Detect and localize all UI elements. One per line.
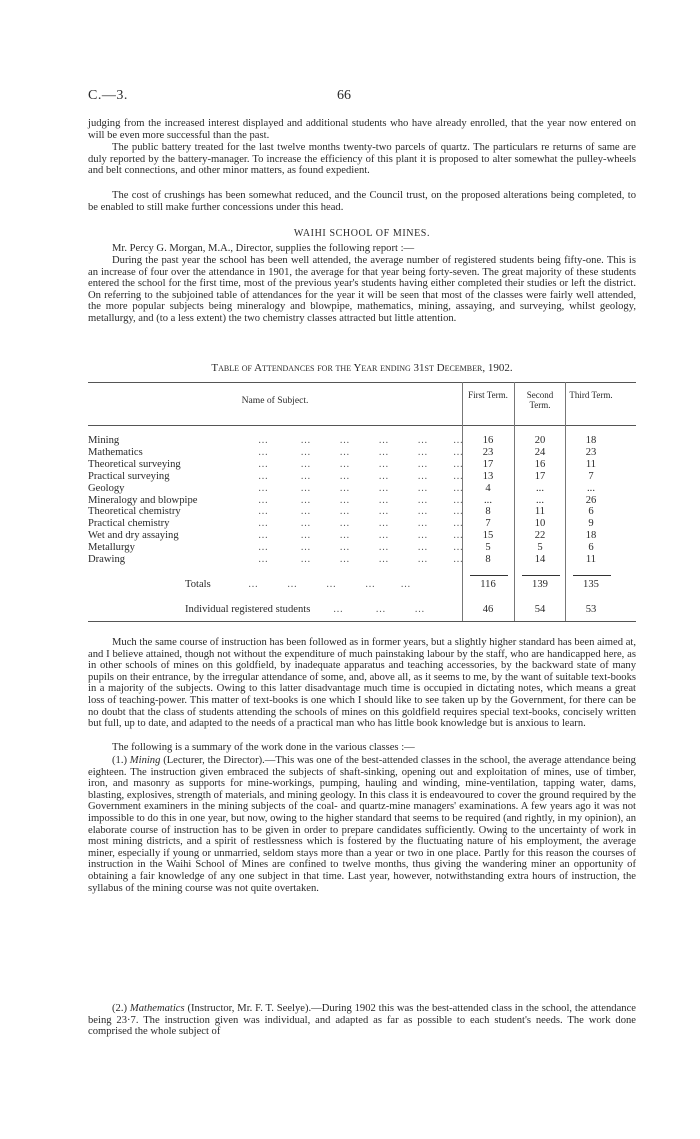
second-term-value: 5 [537, 542, 543, 554]
leader-dots: … … … … … … [258, 530, 464, 542]
mining-title: Mining [129, 755, 161, 766]
leader-dots: … … … … … … [258, 435, 464, 446]
leader-dots: … … … … … … [258, 554, 464, 565]
column-divider-2 [514, 382, 515, 621]
third-term-value: 7 [588, 470, 594, 482]
registered-label: Individual registered students [185, 604, 311, 615]
leader-dots: … … … … … … [258, 506, 464, 518]
totals-second: 139 [532, 579, 548, 590]
intro-paragraph-1: judging from the increased interest displayed and additional students who have already enrolled, that the year now entered on will be even more successful than the past. [88, 118, 636, 141]
first-term-value: 7 [485, 518, 491, 530]
header-first-term: First Term. [468, 390, 508, 400]
first-term-value: 16 [482, 435, 494, 446]
totals-rule-second [522, 575, 560, 576]
mathematics-text: (Instructor, Mr. F. T. Seelye).—During 1902 this was the best-attended class in the school, the attendance being 23·7. The instruction given was individual, and adapted as far as possible to each student's needs. The work done comprised the whole subject of [88, 1003, 636, 1038]
subject-name: Mineralogy and blowpipe [88, 494, 198, 506]
intro-paragraph-3: The cost of crushings has been somewhat reduced, and the Council trust, on the proposed alterations being completed, to be enabled to still make further concessions under this head. [88, 190, 636, 213]
leader-dots: … … … … … … [258, 482, 464, 494]
leader-dots: … … … … … [248, 579, 412, 590]
third-term-value: 9 [588, 518, 594, 530]
totals-third: 135 [583, 579, 599, 590]
mining-number: (1.) [112, 755, 128, 766]
report-intro: Mr. Percy G. Morgan, M.A., Director, supplies the following report :— [112, 243, 415, 254]
leader-dots: … … … … … … [258, 470, 464, 482]
totals-label: Totals [185, 579, 211, 590]
second-term-value: 11 [534, 506, 546, 518]
totals-rule-first [470, 575, 508, 576]
first-term-value: 17 [482, 458, 494, 470]
second-term-value: 22 [534, 530, 546, 542]
third-term-value: 11 [585, 554, 597, 565]
mathematics-paragraph [88, 1003, 636, 1038]
first-term-value: 8 [485, 506, 491, 518]
registered-first: 46 [482, 604, 494, 615]
header-subject: Name of Subject. [241, 395, 309, 406]
subject-name: Wet and dry assaying [88, 530, 179, 542]
subject-name: Practical chemistry [88, 518, 170, 530]
third-term-value: 6 [588, 506, 594, 518]
third-term-value: 26 [585, 494, 597, 506]
subject-name: Drawing [88, 554, 126, 565]
mathematics-title: Mathematics [129, 1003, 185, 1014]
subject-name: Theoretical chemistry [88, 506, 181, 518]
registered-second: 54 [534, 604, 546, 615]
section-title: WAIHI SCHOOL OF MINES. [293, 228, 431, 239]
header-second-term: Second Term. [526, 390, 554, 410]
subject-name: Geology [88, 482, 125, 494]
table-top-rule [88, 382, 636, 383]
table-caption: Table of Attendances for the Year ending 31st December, 1902. [211, 362, 513, 374]
registered-third: 53 [585, 604, 597, 615]
first-term-value: 5 [485, 542, 491, 554]
report-code: C.—3. [88, 88, 128, 103]
report-paragraph: During the past year the school has been well attended, the average number of registered students being fifty-one. This is an increase of four over the attendance in 1901, the average for that year being forty-seven. The great majority of these students entered the school for the first time, most of the previous year's students having either completed their studies or left the district. On referring to the subjoined table of attendances for the year it will be seen that most of the classes were fairly well attended, the more popular subjects being mineralogy and blowpipe, mathematics, mining, assaying, and surveying, whilst geology, metallurgy, and (to a less extent) the two chemistry classes attracted but little attention. [88, 255, 636, 324]
first-term-value: ... [484, 494, 492, 506]
first-term-value: 4 [485, 482, 491, 494]
first-term-value: 15 [482, 530, 494, 542]
subject-name: Practical surveying [88, 470, 170, 482]
leader-dots: … … … … … … [258, 542, 464, 554]
second-term-value: 24 [534, 446, 546, 458]
body-paragraph-1: Much the same course of instruction has been followed as in former years, but a slightly higher standard has been aimed at, and I believe attained, though not without the expenditure of much painstaking labour by the staff, who are handicapped here, as in other schools of mines on this goldfield, by inadequate apparatus and teaching accessories, by the backward state of many pupils on their entrance, by the irregular attendance of some, and, above all, as it seems to me, by the want of suitable text-books in a majority of the subjects. Owing to this latter disadvantage much time is occupied in dictating notes, which means a great loss of teaching-power. This matter of text-books is one which I should like to see taken up by the Government, for there can be no doubt that the class of students attending the schools of mines on this goldfield requires special text-books, concisely written but full, up to date, and adapted to the needs of a practical man who has little book knowledge but is anxious to learn. [88, 637, 636, 730]
third-term-value: ... [587, 482, 595, 494]
leader-dots: … … … … … … [258, 518, 464, 530]
first-term-value: 13 [482, 470, 494, 482]
table-header-rule [88, 425, 636, 426]
first-term-value: 8 [485, 554, 491, 565]
attendance-table [88, 382, 636, 622]
subject-name: Mathematics [88, 446, 143, 458]
second-term-value: 17 [534, 470, 546, 482]
second-term-value: 16 [534, 458, 546, 470]
second-term-value: 20 [534, 435, 546, 446]
first-term-value: 23 [482, 446, 494, 458]
leader-dots: … … … … … … [258, 494, 464, 506]
third-term-value: 11 [585, 458, 597, 470]
totals-rule-third [573, 575, 611, 576]
leader-dots: … … … [333, 604, 426, 615]
body-paragraph-2: The following is a summary of the work done in the various classes :— [112, 742, 415, 753]
second-term-value: 10 [534, 518, 546, 530]
third-term-value: 6 [588, 542, 594, 554]
leader-dots: … … … … … … [258, 458, 464, 470]
mining-text: (Lecturer, the Director).—This was one of the best-attended classes in the school, the average attendance being eighteen. The instruction given embraced the subjects of shaft-sinking, opening out and exploitation of mines, use of timber, iron, and masonry as supports for mine-workings, pumping, hauling and winding, mine-ventilation, tapping water, dams, blasting, explosives, strength of materials, and mining geology. In this class it is endeavoured to cover the ground required by the Government examiners in the mining subjects of the coal- and quartz-mine managers' examinations. A few years ago it was not impossible to do this in one year, but now, owing to the higher standard that seems to be required (and rightly, in my opinion), an elaborate course of instruction has to be given in order to prepare candidates sufficiently. Owing to the uncertainty of work in most mining districts, and a spirit of restlessness which is fostered by the fluctuating nature of his employment, the average miner, especially if young or unmarried, seldom stays more than a year or two in one place. Partly for this reason the courses of instruction in the Waihi School of Mines are confined to twelve months, thus giving the wandering miner an opportunity of obtaining a fair knowledge of any one subject in that time. Last year, however, notwithstanding extra hours of instruction, the syllabus of the mining course was not quite overtaken. [88, 755, 636, 894]
subject-name: Mining [88, 435, 120, 446]
subject-name: Theoretical surveying [88, 458, 181, 470]
third-term-value: 23 [585, 446, 597, 458]
table-bottom-rule [88, 621, 636, 622]
mathematics-number: (2.) [112, 1003, 128, 1014]
page-number: 66 [337, 88, 351, 103]
second-term-value: ... [536, 482, 544, 494]
second-term-value: 14 [534, 554, 546, 565]
mining-paragraph [88, 755, 636, 894]
second-term-value: ... [536, 494, 544, 506]
subject-name: Metallurgy [88, 542, 135, 554]
column-divider-3 [565, 382, 566, 621]
third-term-value: 18 [585, 530, 597, 542]
third-term-value: 18 [585, 435, 597, 446]
intro-paragraph-2: The public battery treated for the last twelve months twenty-two parcels of quartz. The particulars re returns of same are duly reported by the battery-manager. To increase the efficiency of this plant it is proposed to alter somewhat the pulley-wheels and belt connections, and other minor matters, as found expedient. [88, 142, 636, 177]
totals-first: 116 [480, 579, 496, 590]
header-third-term: Third Term. [569, 390, 613, 400]
leader-dots: … … … … … … [258, 446, 464, 458]
